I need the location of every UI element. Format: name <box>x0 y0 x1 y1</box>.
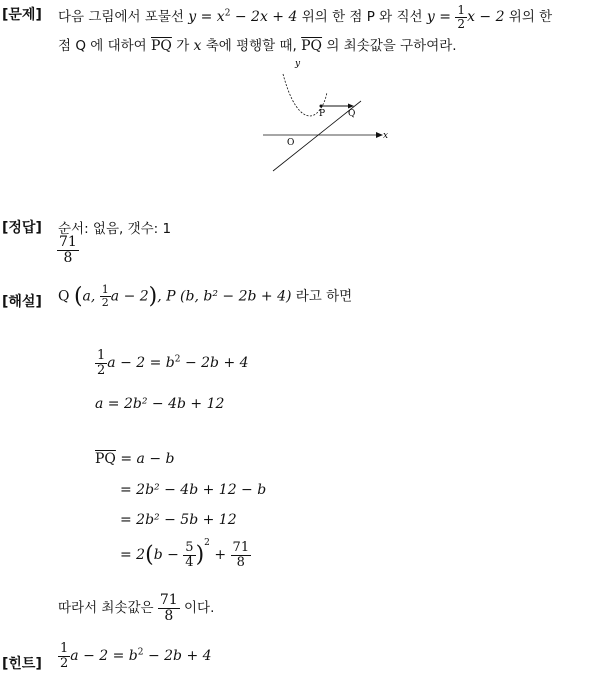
hint-equation <box>58 642 212 670</box>
paren-close: ) <box>195 542 205 568</box>
math-text: a, <box>82 288 96 305</box>
exponent: 2 <box>137 647 144 658</box>
math-text: − 2b + 4 <box>180 355 249 372</box>
math-text: a − 2 = b <box>70 648 138 665</box>
problem-text: 위의 한 <box>504 9 553 26</box>
segment-pq: $\overline{PQ}$ <box>95 451 116 467</box>
fraction: $\frac{71}{8}$ <box>232 539 250 570</box>
solution-text: 이다. <box>179 600 215 617</box>
exponent: 2 <box>174 354 181 365</box>
x-axis-label: x <box>383 131 389 141</box>
x-axis-arrow <box>376 132 383 138</box>
segment-pq: $\overline{PQ}$ <box>151 38 172 54</box>
paren-open: ( <box>73 284 83 309</box>
equation-1 <box>95 349 249 377</box>
answer-value <box>57 235 79 265</box>
math-text: − 2b + 4 <box>143 648 212 665</box>
math-text: Q <box>58 288 70 305</box>
fraction: $\frac{1}{2}$ <box>60 641 69 671</box>
math-text: a − 2 <box>110 288 149 305</box>
y-axis-label: y <box>295 59 301 69</box>
hint-label: [힌트] <box>2 656 42 672</box>
math-text: x <box>193 38 202 54</box>
conclusion <box>58 593 214 623</box>
fraction: $\frac{1}{2}$ <box>101 283 109 309</box>
point-p-dot <box>320 105 323 108</box>
problem-figure <box>255 56 395 176</box>
solution-intro <box>58 284 352 309</box>
exponent: 2 <box>204 538 210 548</box>
point-p-label: P <box>319 109 326 119</box>
problem-text: 의 최솟값을 구하여라. <box>322 38 457 54</box>
math-text: y = <box>426 9 451 26</box>
problem-text: 가 <box>171 38 194 54</box>
fraction: $\frac{5}{4}$ <box>185 539 194 570</box>
problem-label: [문제] <box>2 7 42 23</box>
paren-close: ) <box>148 284 158 309</box>
fraction: $\frac{71}{8}$ <box>159 592 178 624</box>
math-text: = 2 <box>120 547 146 563</box>
math-text: a − 2 = b <box>107 355 175 372</box>
solution-label: [해설] <box>2 294 42 310</box>
equation-3 <box>95 451 174 467</box>
answer-label: [정답] <box>2 220 42 236</box>
equation-4: = 2b² − 4b + 12 − b <box>120 482 267 498</box>
point-q-label: Q <box>348 109 356 119</box>
answer-meta: 순서: 없음, 갯수: 1 <box>58 221 172 237</box>
equation-5: = 2b² − 5b + 12 <box>120 512 237 528</box>
problem-line-1 <box>58 4 552 30</box>
fraction: $\frac{1}{2}$ <box>97 348 106 378</box>
exponent: 2 <box>224 8 231 19</box>
equation-6 <box>120 538 251 569</box>
problem-line-2 <box>58 34 457 54</box>
math-text: − 2x + 4 <box>230 9 298 26</box>
math-text: y = x <box>188 9 225 26</box>
math-text: x − 2 <box>467 9 505 26</box>
answer-numerator: 71 <box>59 234 77 250</box>
equation-2: a = 2b² − 4b + 12 <box>95 396 225 412</box>
math-text: , P (b, b² − 2b + 4) <box>157 288 292 305</box>
origin-label: O <box>287 138 295 148</box>
paren-open: ( <box>145 542 154 568</box>
answer-denominator: 8 <box>63 249 73 266</box>
solution-text: 따라서 최솟값은 <box>58 600 158 617</box>
segment-pq: $\overline{PQ}$ <box>301 38 323 54</box>
problem-text: 축에 평행할 때, <box>201 38 302 54</box>
math-text: b − <box>153 547 179 563</box>
problem-text: 위의 한 점 P 와 직선 <box>297 9 427 26</box>
math-text: + <box>214 547 227 563</box>
problem-text: 점 Q 에 대하여 <box>58 38 151 54</box>
solution-text: 라고 하면 <box>291 288 353 305</box>
problem-text: 다음 그림에서 포물선 <box>58 9 189 26</box>
math-text: = a − b <box>115 451 175 467</box>
fraction: $\frac{1}{2}$ <box>457 3 466 31</box>
